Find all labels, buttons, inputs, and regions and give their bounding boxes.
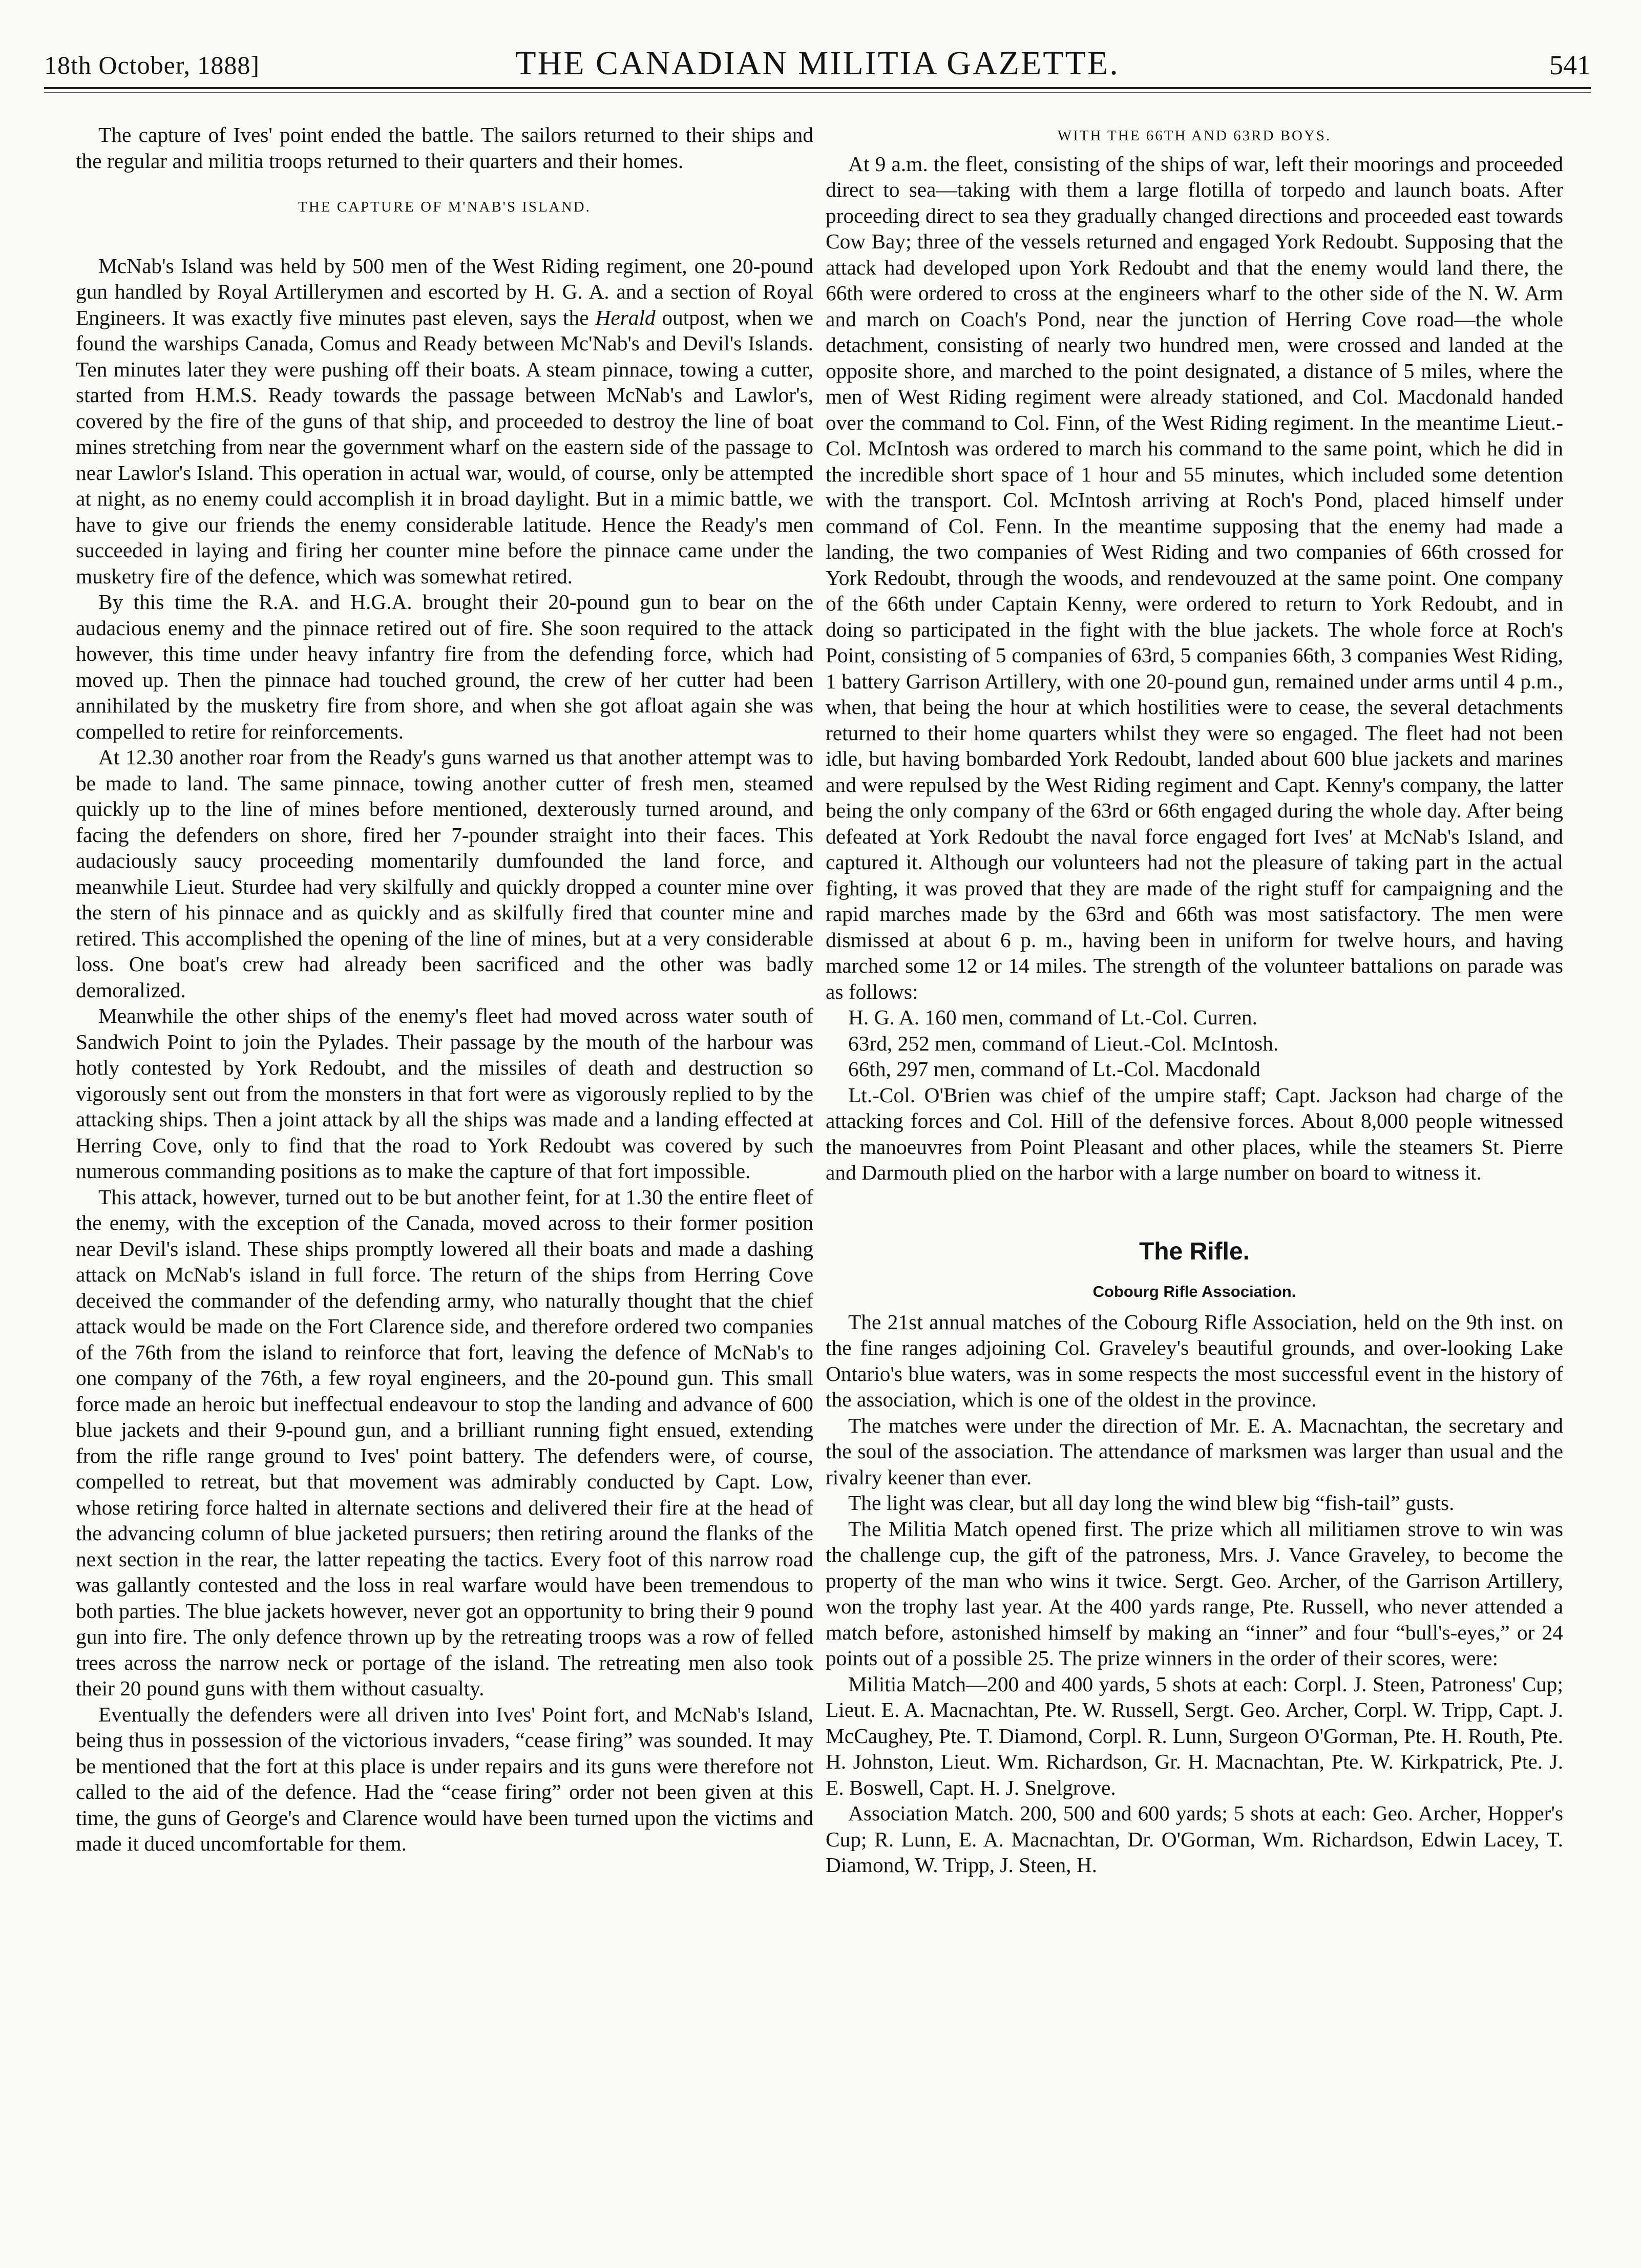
paragraph: The light was clear, but all day long the wind blew big “fish-tail” gusts.: [848, 1491, 1455, 1515]
newspaper-name: Herald: [595, 305, 656, 329]
strength-list-item: H. G. A. 160 men, command of Lt.-Col. Curren.: [848, 1005, 1257, 1029]
paragraph: Lt.-Col. O'Brien was chief of the umpire staff; Capt. Jackson had charge of the attacking forces and Col. Hill of the defensive forces. About 8,000 people witnessed the manoeuvres from Point Pleasant and other places, while the steamers St. Pierre and Darmouth plied on the harbor with a large number on board to witness it.: [826, 1083, 1563, 1184]
right-column: [826, 122, 1563, 1878]
section-subtitle: Cobourg Rifle Association.: [1092, 1283, 1296, 1300]
text-run: outpost, when we found the warships Canada, Comus and Ready between Mc'Nab's and Devil's Islands. Ten minutes later they were pushing off their boats. A steam pinnace, towing a cutter, started from H.M.S. Ready towards the passage between McNab's and Lawlor's, covered by the fire of the guns of that ship, and proceeded to destroy the line of boat mines stretching from near the government wharf on the eastern side of the passage to near Lawlor's Island. This operation in actual war, would, of course, only be attempted at night, as no enemy could accomplish it in broad daylight. But in a mimic battle, we have to give our friends the enemy considerable latitude. Hence the Ready's men succeeded in laying and firing her counter mine before the pinnace came under the musketry fire of the defence, which was somewhat retired.: [76, 305, 813, 588]
header-rule: [44, 87, 1591, 89]
section-heading: THE CAPTURE OF M'NAB'S ISLAND.: [298, 199, 591, 215]
page-number: 541: [1549, 50, 1591, 80]
paragraph: Association Match. 200, 500 and 600 yards; 5 shots at each: Geo. Archer, Hopper's Cup; R. Lunn, E. A. Macnachtan, Dr. O'Gorman, Wm. Richardson, Edwin Lacey, T. Diamond, W. Tripp, J. Steen, H.: [826, 1801, 1563, 1877]
section-title-rifle: The Rifle.: [1139, 1237, 1250, 1265]
paragraph: The 21st annual matches of the Cobourg Rifle Association, held on the 9th inst. on the fine ranges adjoining Col. Graveley's beautiful grounds, and over-looking Lake Ontario's blue waters, was in some respects the most successful event in the history of the association, which is one of the oldest in the province.: [826, 1310, 1563, 1411]
paragraph: This attack, however, turned out to be but another feint, for at 1.30 the entire fleet of the enemy, with the exception of the Canada, moved across to their former position near Devil's island. These ships promptly lowered all their boats and made a dashing attack on McNab's island in full force. The return of the ships from Herring Cove deceived the commander of the defending army, who naturally thought that the chief attack would be made on the Fort Clarence side, and therefore ordered two companies of the 76th from the island to reinforce that fort, leaving the defence of McNab's to one company of the 76th, a few royal engineers, and the 20-pound gun. This small force made an heroic but ineffectual endeavour to stop the landing and advance of 600 blue jackets and their 9-pound gun, and a brilliant running fight ensued, extending from the rifle range ground to Ives' point battery. The defenders were, of course, compelled to retreat, but that movement was admirably conducted by Capt. Low, whose retiring force halted in alternate sections and delivered their fire at the head of the advancing column of blue jacketed pursuers; then retiring around the flanks of the next section in the rear, the latter repeating the tactics. Every foot of this narrow road was gallantly contested and the loss in real warfare would have been tremendous to both parties. The blue jackets however, never got an opportunity to bring their 9 pound gun into fire. The only defence thrown up by the retreating troops was a row of felled trees across the narrow neck or portage of the island. The retreating men also took their 20 pound guns with them without casualty.: [76, 1185, 813, 1700]
paragraph: At 9 a.m. the fleet, consisting of the ships of war, left their moorings and proceeded direct to sea—taking with them a large flotilla of torpedo and launch boats. After proceeding direct to sea they gradually changed directions and proceeded east towards Cow Bay; three of the vessels returned and engaged York Redoubt. Supposing that the attack had developed upon York Redoubt and that the enemy would land there, the 66th were ordered to cross at the engineers wharf to the other side of the N. W. Arm and march on Coach's Pond, near the junction of Herring Cove road—the whole detachment, consisting of nearly two hundred men, were crossed and landed at the opposite shore, and marched to the point designated, a distance of 5 miles, where the men of West Riding regiment were already stationed, and Col. Macdonald handed over the command to Col. Finn, of the West Riding regiment. In the meantime Lieut.-Col. McIntosh was ordered to march his command to the same point, which he did in the incredible short space of 1 hour and 55 minutes, which included some detention with the transport. Col. McIntosh arriving at Roch's Pond, placed himself under command of Col. Fenn. In the meantime supposing that the enemy had made a landing, the two companies of West Riding and two companies of 66th crossed for York Redoubt, through the woods, and rendevouzed at the same point. One company of the 66th under Captain Kenny, were ordered to return to York Redoubt, and in doing so participated in the fight with the blue jackets. The whole force at Roch's Point, consisting of 5 companies of 63rd, 5 companies 66th, 3 companies West Riding, 1 battery Garrison Artillery, with one 20-pound gun, remained under arms until 4 p.m., when, that being the hour at which hostilities were to cease, the several detachments returned to their home quarters whilst they were so engaged. The fleet had not been idle, but having bombarded York Redoubt, landed about 600 blue jackets and marines and were repulsed by the West Riding regiment and Capt. Kenny's company, the latter being the only company of the 63rd or 66th engaged during the whole day. After being defeated at York Redoubt the naval force engaged fort Ives' at McNab's Island, and captured it. Although our volunteers had not the pleasure of taking part in the actual fighting, it was proved that they are made of the right stuff for campaigning and the rapid marches made by the 63rd and 66th was most satisfactory. The men were dismissed at about 6 p. m., having been in uniform for twelve hours, and having marched some 12 or 14 miles. The strength of the volunteer battalions on parade was as follows:: [826, 152, 1563, 1003]
paragraph: The capture of Ives' point ended the battle. The sailors returned to their ships and the regular and militia troops returned to their quarters and their homes.: [76, 123, 813, 173]
left-column: [76, 122, 813, 1857]
paragraph: Eventually the defenders were all driven into Ives' Point fort, and McNab's Island, being thus in possession of the victorious invaders, “cease firing” was sounded. It may be mentioned that the fort at this place is under repairs and its guns were therefore not called to the aid of the defence. Had the “cease firing” order not been given at this time, the guns of George's and Clarence would have been turned upon the victims and made it duced uncomfortable for them.: [76, 1702, 813, 1855]
strength-list-item: 63rd, 252 men, command of Lieut.-Col. McIntosh.: [848, 1031, 1279, 1055]
paragraph: [76, 253, 813, 590]
section-heading: WITH THE 66TH AND 63RD BOYS.: [1057, 128, 1332, 144]
paragraph: The Militia Match opened first. The prize which all militiamen strove to win was the challenge cup, the gift of the patroness, Mrs. J. Vance Graveley, to become the property of the man who wins it twice. Sergt. Geo. Archer, of the Garrison Artillery, won the trophy last year. At the 400 yards range, Pte. Russell, who never attended a match before, astonished himself by making an “inner” and four “bull's-eyes,” or 24 points out of a possible 25. The prize winners in the order of their scores, were:: [826, 1517, 1563, 1670]
page-header: [44, 40, 1591, 81]
paragraph: At 12.30 another roar from the Ready's guns warned us that another attempt was to be made to land. The same pinnace, towing another cutter of fresh men, steamed quickly up to the line of mines before mentioned, dexterously turned around, and facing the defenders on shore, fired her 7-pounder straight into their faces. This audaciously saucy proceeding momentarily dumfounded the land force, and meanwhile Lieut. Sturdee had very skilfully and quickly dropped a counter mine over the stern of his pinnace and as quickly and as skilfully fired that counter mine and retired. This accomplished the opening of the line of mines, but at a very considerable loss. One boat's crew had already been sacrificed and the other was badly demoralized.: [76, 745, 813, 1002]
text-run: McNab's Island was held by 500 men of the West Riding regiment, one 20-pound gun handled by Royal Artillerymen and escorted by H. G. A. and a section of Royal Engineers. It was exactly five minutes past eleven, says the: [76, 254, 813, 329]
paragraph: Militia Match—200 and 400 yards, 5 shots at each: Corpl. J. Steen, Patroness' Cup; Lieut. E. A. Macnachtan, Pte. W. Russell, Sergt. Geo. Archer, Corpl. W. Tripp, Capt. J. McCaughey, Pte. T. Diamond, Corpl. R. Lunn, Surgeon O'Gorman, Pte. H. Routh, Pte. H. Johnston, Lieut. Wm. Richardson, Gr. H. Macnachtan, Pte. W. Kirkpatrick, Pte. J. E. Boswell, Capt. H. J. Snelgrove.: [826, 1672, 1563, 1799]
paragraph: Meanwhile the other ships of the enemy's fleet had moved across water south of Sandwich Point to join the Pylades. Their passage by the mouth of the harbour was hotly contested by York Redoubt, and the missiles of death and destruction so vigorously sent out from the monsters in that fort were as vigorously replied to by the attacking ships. Then a joint attack by all the ships was made and a landing effected at Herring Cove, only to find that the road to York Redoubt was covered by such numerous commanding positions as to make the capture of that fort impossible.: [76, 1004, 813, 1183]
issue-date: 18th October, 1888]: [44, 51, 260, 79]
paragraph: By this time the R.A. and H.G.A. brought their 20-pound gun to bear on the audacious enemy and the pinnace retired out of fire. She soon required to the attack however, this time under heavy infantry fire from the defending force, which had moved up. Then the pinnace had touched ground, the crew of her cutter had been annihilated by the musketry fire from shore, and when she got afloat again she was compelled to retire for reinforcements.: [76, 590, 813, 743]
header-rule-thin: [44, 92, 1591, 93]
paragraph: The matches were under the direction of Mr. E. A. Macnachtan, the secretary and the soul of the association. The attendance of marksmen was larger than usual and the rivalry keener than ever.: [826, 1413, 1563, 1489]
strength-list-item: 66th, 297 men, command of Lt.-Col. Macdonald: [848, 1057, 1260, 1081]
masthead-title: THE CANADIAN MILITIA GAZETTE.: [515, 45, 1120, 82]
